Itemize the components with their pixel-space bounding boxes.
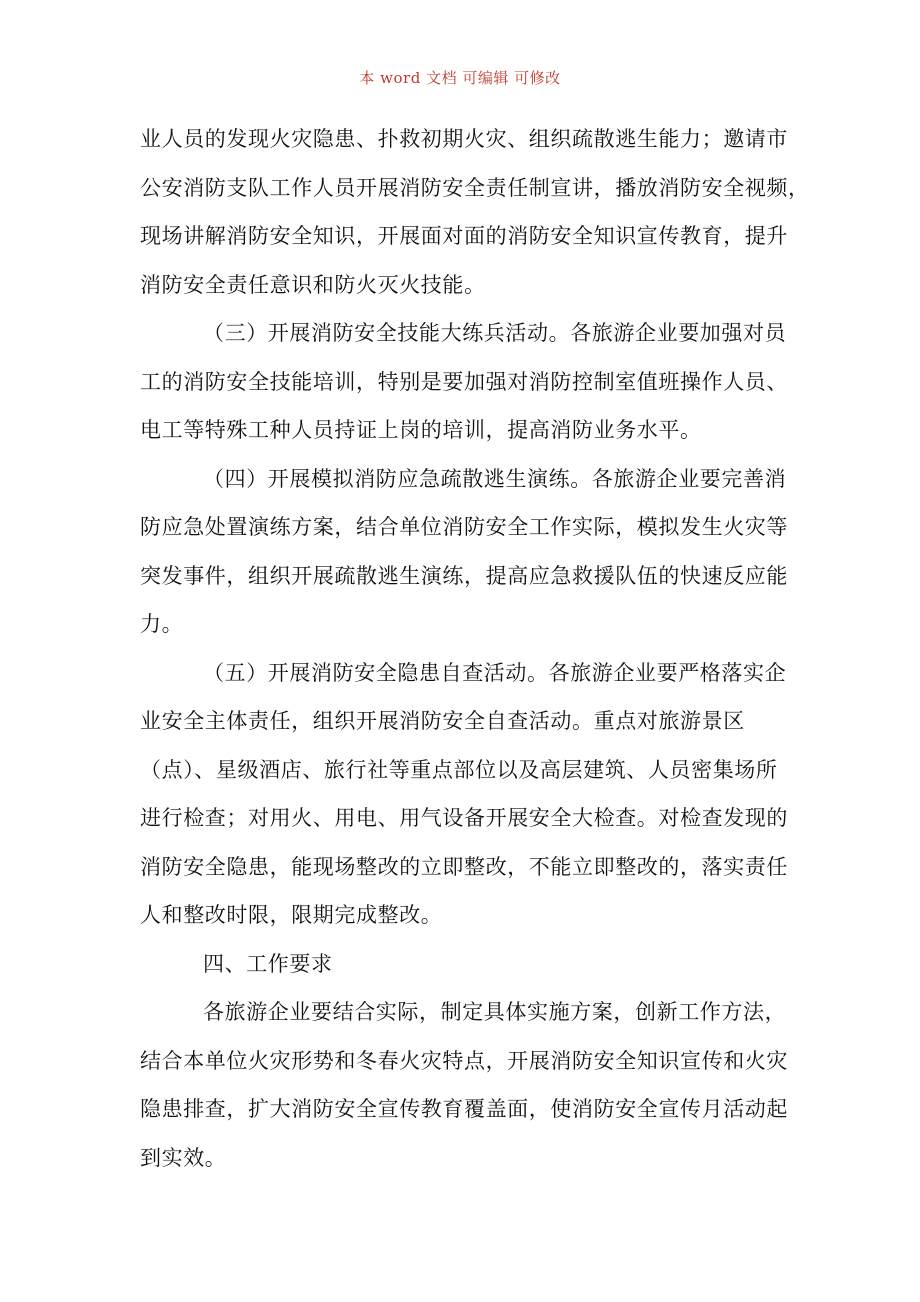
document-body bbox=[140, 115, 810, 1182]
paragraph-work-requirements bbox=[140, 988, 788, 1182]
text-line: 防应急处置演练方案，结合单位消防安全工作实际，模拟发生火灾等 bbox=[140, 515, 788, 539]
text-line: 力。 bbox=[140, 612, 184, 636]
paragraph-section-5 bbox=[140, 649, 788, 940]
text-line: 现场讲解消防安全知识，开展面对面的消防安全知识宣传教育，提升 bbox=[140, 224, 788, 248]
text-line: 隐患排查，扩大消防安全宣传教育覆盖面，使消防安全宣传月活动起 bbox=[140, 1097, 788, 1121]
text-line: 业人员的发现火灾隐患、扑救初期火灾、组织疏散逃生能力；邀请市 bbox=[140, 127, 788, 151]
paragraph-section-3 bbox=[140, 309, 788, 455]
section-heading-work-requirements bbox=[140, 940, 785, 989]
text-line: 消防安全责任意识和防火灭火技能。 bbox=[140, 272, 486, 297]
page-header-notice: 本 word 文档 可编辑 可修改 bbox=[359, 69, 561, 87]
text-line: （五）开展消防安全隐患自查活动。各旅游企业要严格落实企 bbox=[203, 660, 787, 685]
text-line: 工的消防安全技能培训，特别是要加强对消防控制室值班操作人员、 bbox=[140, 369, 788, 394]
text-line: 人和整改时限，限期完成整改。 bbox=[140, 903, 443, 927]
text-line: 突发事件，组织开展疏散逃生演练，提高应急救援队伍的快速反应能 bbox=[140, 563, 788, 588]
text-line: 结合本单位火灾形势和冬春火灾特点，开展消防安全知识宣传和火灾 bbox=[140, 1048, 788, 1073]
text-line: （点）、星级酒店、旅行社等重点部位以及高层建筑、人员密集场所 bbox=[140, 757, 778, 782]
text-line: （三）开展消防安全技能大练兵活动。各旅游企业要加强对员 bbox=[203, 321, 787, 345]
text-line: 消防安全隐患，能现场整改的立即整改，不能立即整改的，落实责任 bbox=[140, 854, 788, 879]
text-line: 四、工作要求 bbox=[203, 951, 333, 976]
text-line: 电工等特殊工种人员持证上岗的培训，提高消防业务水平。 bbox=[140, 418, 702, 442]
text-line: 各旅游企业要结合实际，制定具体实施方案，创新工作方法， bbox=[203, 1000, 787, 1024]
paragraph-section-4 bbox=[140, 455, 788, 649]
text-line: （四）开展模拟消防应急疏散逃生演练。各旅游企业要完善消 bbox=[203, 466, 787, 491]
text-line: 到实效。 bbox=[140, 1145, 227, 1170]
paragraph-training-continued bbox=[140, 115, 810, 309]
text-line: 公安消防支队工作人员开展消防安全责任制宣讲，播放消防安全视频， bbox=[140, 175, 810, 200]
text-line: 进行检查；对用火、用电、用气设备开展安全大检查。对检查发现的 bbox=[140, 806, 788, 830]
text-line: 业安全主体责任，组织开展消防安全自查活动。重点对旅游景区 bbox=[140, 709, 745, 733]
